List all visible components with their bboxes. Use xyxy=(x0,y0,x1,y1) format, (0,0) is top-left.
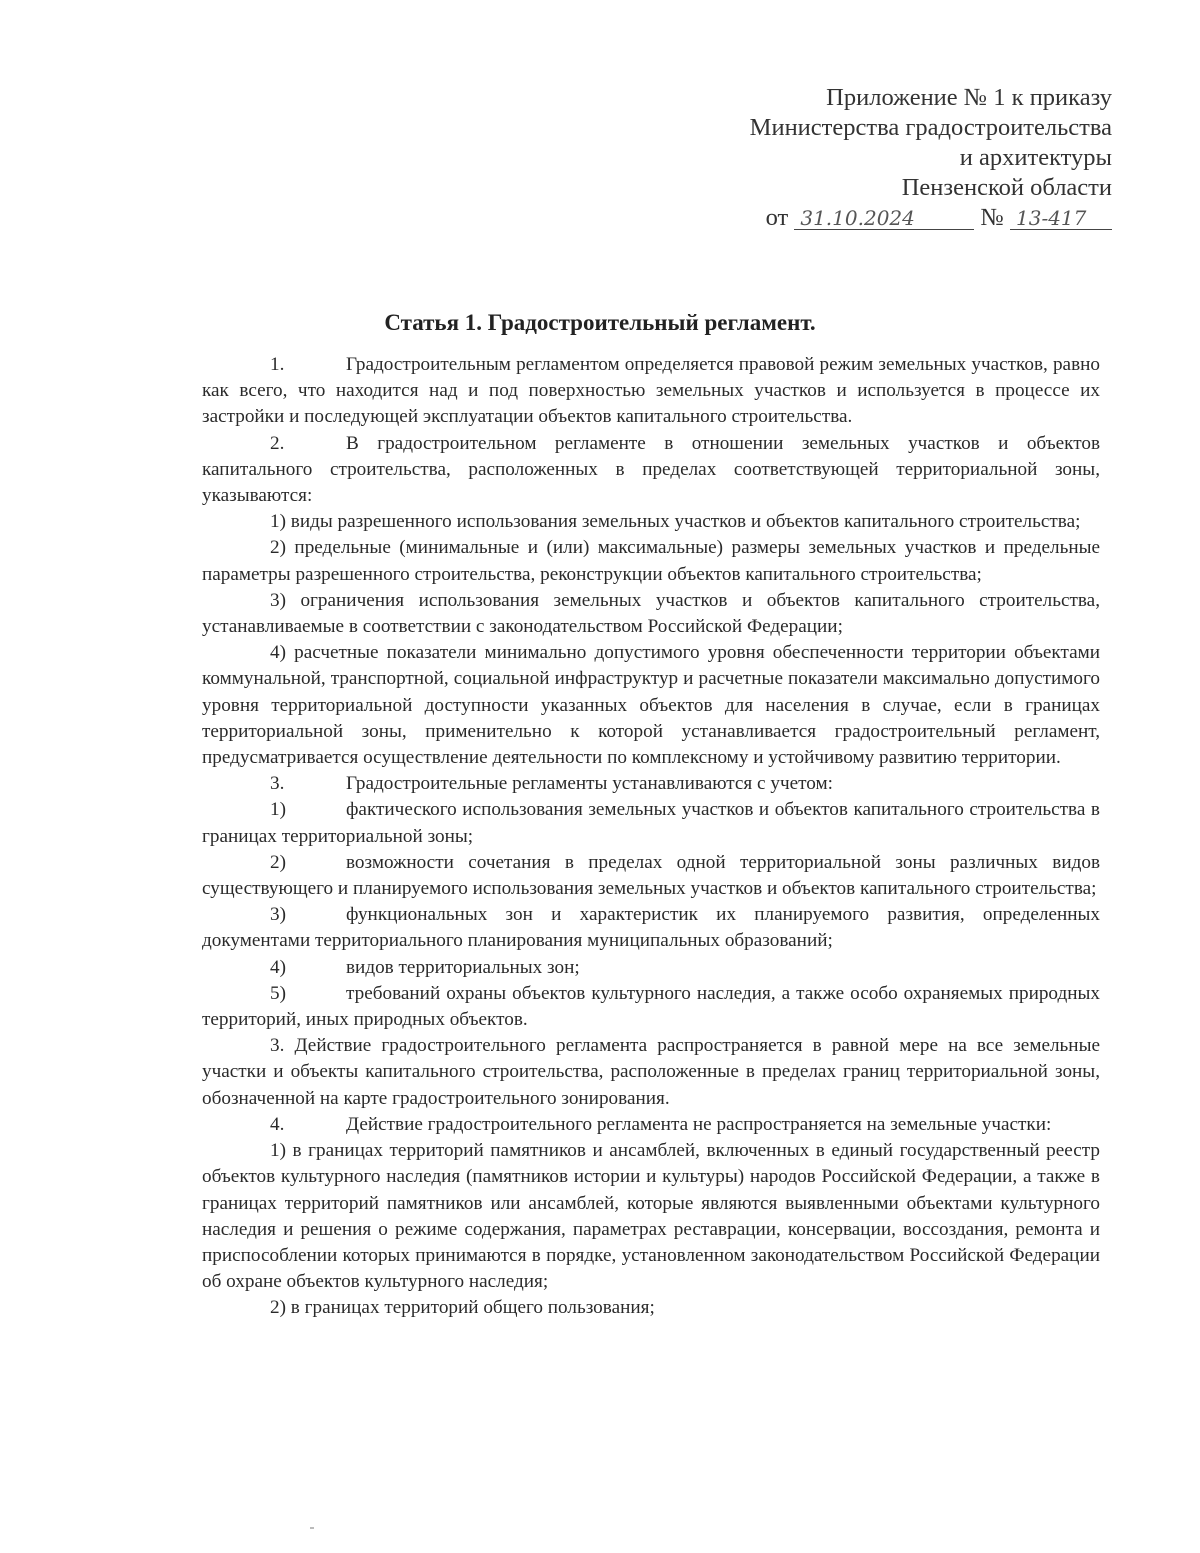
order-date-number-line xyxy=(632,203,1112,233)
header-line-2: Министерства градостроительства xyxy=(749,114,1112,141)
header-line-3: и архитектуры xyxy=(959,144,1112,171)
list-item xyxy=(202,797,1100,849)
list-item-number: 1) xyxy=(270,799,286,821)
list-item: 1) в границах территорий памятников и ансамблей, включенных в единый государственный реестр объектов культурного наследия (памятников истории и культуры) народов Российской Федерации, а также в границах территорий памятников или ансамблей, которые являются выявленными объектами культурного наследия и решения о режиме содержания, параметрах реставрации, консервации, воссоздания, ремонта и приспособлении которых принимаются в порядке, установленном законодательством Российской Федерации об охране объектов культурного наследия; xyxy=(202,1140,1100,1293)
paragraph-2 xyxy=(202,431,1100,510)
list-item-number: 3) xyxy=(270,904,286,926)
number-prefix: № xyxy=(980,204,1004,231)
list-item: 3) ограничения использования земельных участков и объектов капитального строительства, устанавливаемые в соответствии с законодательством Российской Федерации; xyxy=(202,589,1100,638)
list-item-text: видов территориальных зон; xyxy=(346,956,580,978)
list-item-text: требований охраны объектов культурного наследия, а также особо охраняемых природных территорий, иных природных объектов. xyxy=(202,982,1100,1031)
appendix-header xyxy=(632,83,1112,233)
list-item: 4) расчетные показатели минимально допустимого уровня обеспеченности территории объектами коммунальной, транспортной, социальной инфраструктур и расчетные показатели максимально допустимого уровня территориальной доступности указанных объектов для населения в случае, если в границах территориальной зоны, применительно к которой устанавливается градостроительный регламент, предусматривается осуществление деятельности по комплексному и устойчивому развитию территории. xyxy=(202,642,1100,769)
list-item xyxy=(202,902,1100,954)
paragraph-3b: 3. Действие градостроительного регламента распространяется в равной мере на все земельные участки и объекты капитального строительства, расположенные в пределах границ территориальной зоны, обозначенной на карте градостроительного зонирования. xyxy=(202,1035,1100,1109)
article-body xyxy=(202,352,1100,1322)
paragraph-number: 2. xyxy=(270,432,285,454)
header-line-1: Приложение № 1 к приказу xyxy=(826,84,1112,111)
list-item-number: 2) xyxy=(270,851,286,873)
list-item xyxy=(202,955,1100,981)
paragraph-number: 3. xyxy=(270,773,285,795)
list-item: 1) виды разрешенного использования земельных участков и объектов капитального строительства; xyxy=(270,511,1081,533)
date-prefix: от xyxy=(765,204,789,231)
list-item-number: 5) xyxy=(270,982,286,1004)
paragraph-number: 4. xyxy=(270,1113,285,1135)
article-title: Статья 1. Градостроительный регламент. xyxy=(384,310,816,335)
list-item-number: 4) xyxy=(270,956,286,978)
handwritten-date: 31.10.2024 xyxy=(794,207,974,230)
list-item-text: фактического использования земельных участков и объектов капитального строительства в границах территориальной зоны; xyxy=(202,799,1100,847)
list-item-text: функциональных зон и характеристик их планируемого развития, определенных документами территориального планирования муниципальных образований; xyxy=(202,904,1100,952)
list-item-text: возможности сочетания в пределах одной территориальной зоны различных видов существующего и планируемого использования земельных участков и объектов капитального строительства; xyxy=(202,851,1100,900)
handwritten-number: 13-417 xyxy=(1010,207,1112,230)
list-item xyxy=(202,850,1100,902)
paragraph-number: 1. xyxy=(270,354,285,375)
paragraph-4 xyxy=(202,1112,1100,1138)
paragraph-text: Градостроительным регламентом определяется правовой режим земельных участков, равно как всего, что находится над и под поверхностью земельных участков и используется в процессе их застройки и последующей эксплуатации объектов капитального строительства. xyxy=(202,354,1100,428)
paragraph-text: В градостроительном регламенте в отношении земельных участков и объектов капитального строительства, расположенных в пределах соответствующей территориальной зоны, указываются: xyxy=(202,432,1100,507)
list-item: 2) предельные (минимальные и (или) максимальные) размеры земельных участков и предельные параметры разрешенного строительства, реконструкции объектов капитального строительства; xyxy=(202,537,1100,585)
header-line-4: Пензенской области xyxy=(901,174,1112,201)
paragraph-1 xyxy=(202,352,1100,431)
paragraph-3 xyxy=(202,771,1100,797)
list-item xyxy=(202,981,1100,1033)
scan-speck xyxy=(310,1527,314,1529)
paragraph-text: Градостроительные регламенты устанавливаются с учетом: xyxy=(346,773,833,795)
paragraph-text: Действие градостроительного регламента не распространяется на земельные участки: xyxy=(346,1113,1052,1135)
list-item: 2) в границах территорий общего пользования; xyxy=(270,1297,655,1319)
